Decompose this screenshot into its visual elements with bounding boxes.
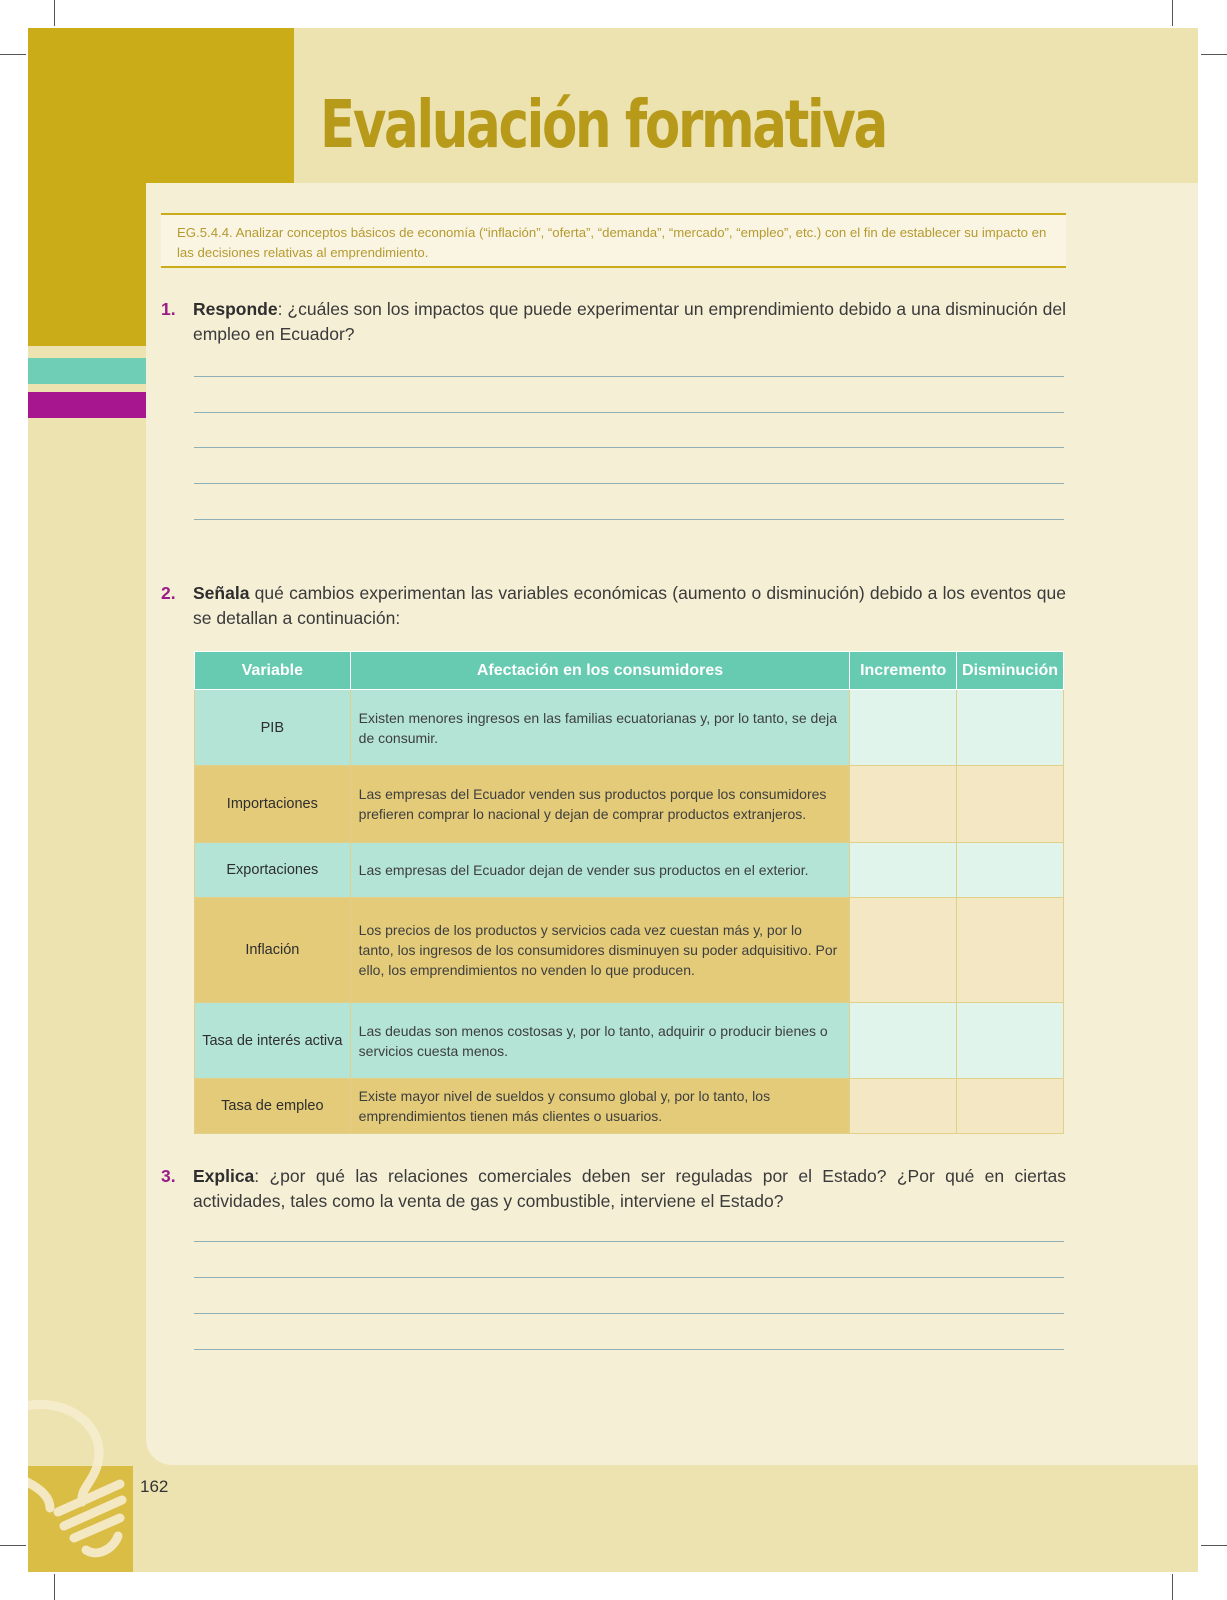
crop-mark [1172, 1574, 1173, 1600]
answer-line[interactable] [194, 1241, 1064, 1242]
teal-stripe [28, 358, 146, 384]
description-cell: Las empresas del Ecuador venden sus productos porque los consumidores prefieren comprar lo nacional y dejan de comprar productos extranjeros. [350, 766, 850, 843]
crop-mark [1201, 54, 1227, 55]
question-text [193, 1164, 1066, 1214]
variables-table [194, 651, 1064, 1134]
incremento-cell[interactable] [850, 1003, 957, 1079]
variable-cell: Importaciones [195, 766, 351, 843]
variable-cell: PIB [195, 690, 351, 766]
disminucion-cell[interactable] [957, 766, 1064, 843]
incremento-cell[interactable] [850, 898, 957, 1003]
disminucion-cell[interactable] [957, 690, 1064, 766]
answer-line[interactable] [194, 519, 1064, 520]
header-variable: Variable [195, 652, 351, 690]
lightbulb-icon [28, 1400, 138, 1572]
page-number: 162 [140, 1477, 169, 1496]
header-disminucion: Disminución [957, 652, 1064, 690]
question-number: 1. [161, 299, 176, 319]
question-text [193, 297, 1066, 347]
incremento-cell[interactable] [850, 690, 957, 766]
question-number: 3. [161, 1166, 176, 1186]
question-keyword: Señala [193, 583, 250, 603]
crop-mark [1172, 0, 1173, 26]
question-keyword: Responde [193, 299, 278, 319]
answer-line[interactable] [194, 483, 1064, 484]
question-body: : ¿cuáles son los impactos que puede experimentar un emprendimiento debido a una disminución del empleo en Ecuador? [193, 299, 1066, 344]
table-row [195, 766, 1064, 843]
answer-lines-3[interactable] [194, 1241, 1064, 1350]
crop-mark [0, 54, 26, 55]
disminucion-cell[interactable] [957, 843, 1064, 898]
crop-mark [0, 1545, 26, 1546]
answer-line[interactable] [194, 376, 1064, 377]
variable-cell: Exportaciones [195, 843, 351, 898]
answer-line[interactable] [194, 1313, 1064, 1314]
question-text [193, 581, 1066, 631]
page-title: Evaluación formativa [320, 86, 886, 163]
description-cell: Los precios de los productos y servicios cada vez cuestan más y, por lo tanto, los ingresos de los consumidores disminuyen su poder adquisitivo. Por ello, los emprendimientos no venden lo que producen. [350, 898, 850, 1003]
question-number: 2. [161, 583, 176, 603]
answer-line[interactable] [194, 1349, 1064, 1350]
question-keyword: Explica [193, 1166, 255, 1186]
question-3 [161, 1164, 1066, 1214]
answer-line[interactable] [194, 412, 1064, 413]
description-cell: Existen menores ingresos en las familias ecuatorianas y, por lo tanto, se deja de consumir. [350, 690, 850, 766]
disminucion-cell[interactable] [957, 1003, 1064, 1079]
disminucion-cell[interactable] [957, 1079, 1064, 1134]
crop-mark [54, 1574, 55, 1600]
answer-line[interactable] [194, 1277, 1064, 1278]
question-body: qué cambios experimentan las variables económicas (aumento o disminución) debido a los eventos que se detallan a continuación: [193, 583, 1066, 628]
crop-mark [1201, 1545, 1227, 1546]
variable-cell: Inflación [195, 898, 351, 1003]
incremento-cell[interactable] [850, 766, 957, 843]
variable-cell: Tasa de empleo [195, 1079, 351, 1134]
table-row [195, 1003, 1064, 1079]
description-cell: Las deudas son menos costosas y, por lo tanto, adquirir o producir bienes o servicios cuesta menos. [350, 1003, 850, 1079]
question-2 [161, 581, 1066, 631]
crop-mark [54, 0, 55, 26]
question-body: : ¿por qué las relaciones comerciales deben ser reguladas por el Estado? ¿Por qué en ciertas actividades, tales como la venta de gas y combustible, interviene el Estado? [193, 1166, 1066, 1211]
disminucion-cell[interactable] [957, 898, 1064, 1003]
variable-cell: Tasa de interés activa [195, 1003, 351, 1079]
description-cell: Existe mayor nivel de sueldos y consumo global y, por lo tanto, los emprendimientos tienen más clientes o usuarios. [350, 1079, 850, 1134]
description-cell: Las empresas del Ecuador dejan de vender sus productos en el exterior. [350, 843, 850, 898]
table-row [195, 690, 1064, 766]
header-incremento: Incremento [850, 652, 957, 690]
incremento-cell[interactable] [850, 1079, 957, 1134]
magenta-stripe [28, 392, 146, 418]
table-row [195, 843, 1064, 898]
question-1 [161, 297, 1066, 347]
incremento-cell[interactable] [850, 843, 957, 898]
learning-objective: EG.5.4.4. Analizar conceptos básicos de economía (“inflación”, “oferta”, “demanda”, “mercado”, “empleo”, etc.) con el fin de establecer su impacto en las decisiones relativas al emprendimiento. [161, 213, 1066, 268]
header-afectacion: Afectación en los consumidores [350, 652, 850, 690]
table-row [195, 1079, 1064, 1134]
table-row [195, 898, 1064, 1003]
answer-lines-1[interactable] [194, 376, 1064, 520]
answer-line[interactable] [194, 447, 1064, 448]
